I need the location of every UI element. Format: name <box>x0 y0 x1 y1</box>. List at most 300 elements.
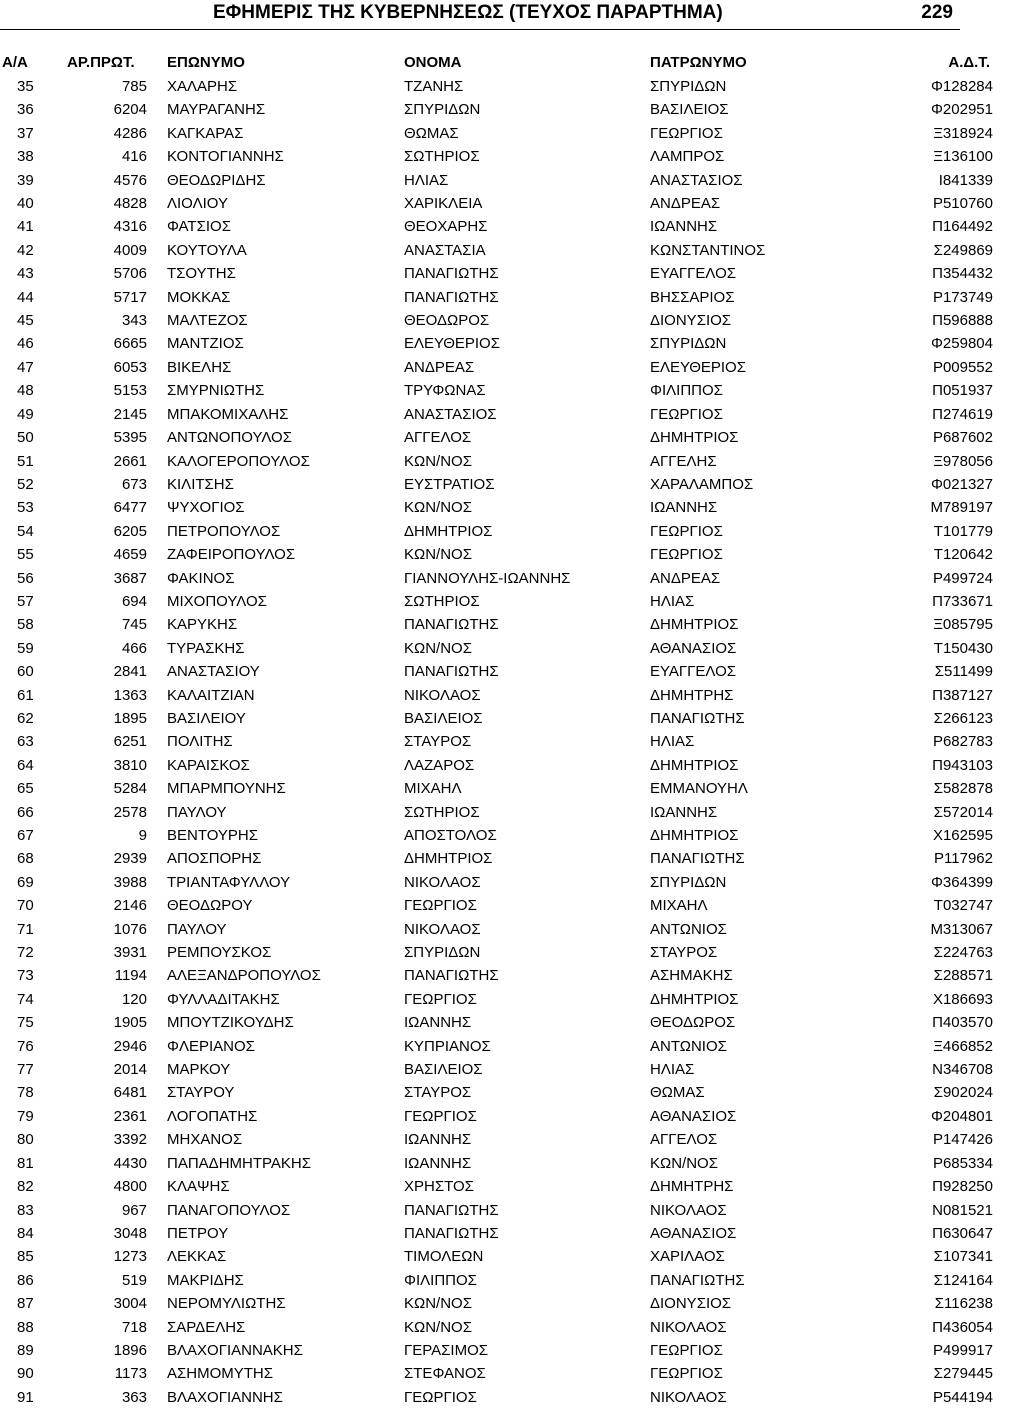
cell-father-name: ΕΥΑΓΓΕΛΟΣ <box>650 265 737 283</box>
cell-protocol-number: 1076 <box>113 920 147 938</box>
cell-surname: ΒΑΣΙΛΕΙΟΥ <box>167 709 246 727</box>
cell-id-number: Φ021327 <box>930 475 993 493</box>
cell-serial: 45 <box>17 312 34 330</box>
cell-id-number: Ξ978056 <box>933 452 993 470</box>
cell-father-name: ΑΓΓΕΛΗΣ <box>650 452 717 470</box>
cell-surname: ΠΑΥΛΟΥ <box>167 920 227 938</box>
cell-serial: 58 <box>17 616 34 634</box>
table-row <box>0 75 1010 98</box>
cell-father-name: ΝΙΚΟΛΑΟΣ <box>650 1201 727 1219</box>
table-row <box>0 262 1010 285</box>
cell-surname: ΜΟΚΚΑΣ <box>167 288 231 306</box>
cell-surname: ΣΑΡΔΕΛΗΣ <box>167 1318 246 1336</box>
cell-serial: 49 <box>17 405 34 423</box>
cell-father-name: ΔΗΜΗΤΡΙΟΣ <box>650 616 739 634</box>
cell-protocol-number: 519 <box>121 1271 147 1289</box>
cell-id-number: Π354432 <box>932 265 993 283</box>
cell-first-name: ΙΩΑΝΝΗΣ <box>404 1154 472 1172</box>
cell-id-number: Ρ510760 <box>932 195 993 213</box>
cell-id-number: Π051937 <box>932 382 993 400</box>
cell-id-number: Ξ466852 <box>933 1037 993 1055</box>
cell-first-name: ΑΠΟΣΤΟΛΟΣ <box>404 827 497 844</box>
cell-id-number: Ξ318924 <box>933 124 993 142</box>
cell-serial: 47 <box>17 358 34 376</box>
cell-first-name: ΠΑΝΑΓΙΩΤΗΣ <box>404 1201 499 1219</box>
cell-serial: 68 <box>17 850 34 868</box>
cell-father-name: ΔΗΜΗΤΡΙΟΣ <box>650 756 739 774</box>
table-row <box>0 1339 1010 1362</box>
table-row <box>0 567 1010 590</box>
cell-id-number: Χ162595 <box>932 827 993 844</box>
table-row <box>0 1035 1010 1058</box>
cell-id-number: Π596888 <box>932 312 993 330</box>
cell-id-number: Ρ687602 <box>932 429 993 447</box>
cell-father-name: ΛΑΜΠΡΟΣ <box>650 148 725 166</box>
cell-father-name: ΗΛΙΑΣ <box>650 1061 695 1079</box>
cell-father-name: ΒΗΣΣΑΡΙΟΣ <box>650 288 735 306</box>
cell-protocol-number: 343 <box>121 312 147 330</box>
cell-surname: ΒΛΑΧΟΓΙΑΝΝΗΣ <box>167 1388 283 1406</box>
cell-id-number: Σ266123 <box>933 709 993 727</box>
cell-surname: ΚΑΓΚΑΡΑΣ <box>167 124 244 142</box>
cell-father-name: ΕΥΑΓΓΕΛΟΣ <box>650 663 737 681</box>
cell-serial: 74 <box>17 990 34 1008</box>
cell-id-number: Φ364399 <box>930 873 993 891</box>
cell-surname: ΒΙΚΕΛΗΣ <box>167 358 232 376</box>
cell-protocol-number: 5706 <box>113 265 147 283</box>
cell-father-name: ΑΓΓΕΛΟΣ <box>650 1131 718 1149</box>
cell-first-name: ΦΙΛΙΠΠΟΣ <box>404 1271 477 1289</box>
cell-id-number: Ρ147426 <box>932 1131 993 1149</box>
cell-father-name: ΑΝΤΩΝΙΟΣ <box>650 920 727 938</box>
cell-id-number: Ρ685334 <box>932 1154 993 1172</box>
cell-id-number: Π164492 <box>932 218 993 236</box>
cell-protocol-number: 363 <box>121 1388 147 1406</box>
cell-surname: ΜΠΑΚΟΜΙΧΑΛΗΣ <box>167 405 289 423</box>
cell-first-name: ΠΑΝΑΓΙΩΤΗΣ <box>404 1224 499 1242</box>
cell-serial: 50 <box>17 429 34 447</box>
cell-first-name: ΣΤΑΥΡΟΣ <box>404 1084 472 1102</box>
table-row <box>0 1105 1010 1128</box>
cell-surname: ΦΑΚΙΝΟΣ <box>167 569 235 587</box>
cell-serial: 44 <box>17 288 34 306</box>
cell-first-name: ΣΤΑΥΡΟΣ <box>404 733 472 751</box>
table-row <box>0 754 1010 777</box>
cell-serial: 42 <box>17 241 34 259</box>
cell-id-number: Σ572014 <box>933 803 993 821</box>
cell-protocol-number: 2661 <box>113 452 147 470</box>
cell-surname: ΒΛΑΧΟΓΙΑΝΝΑΚΗΣ <box>167 1341 303 1359</box>
cell-father-name: ΑΝΔΡΕΑΣ <box>650 569 721 587</box>
cell-father-name: ΑΘΑΝΑΣΙΟΣ <box>650 639 737 657</box>
cell-surname: ΛΙΟΛΙΟΥ <box>167 195 228 213</box>
cell-protocol-number: 2146 <box>113 897 147 915</box>
cell-id-number: Τ120642 <box>933 546 993 564</box>
cell-protocol-number: 3004 <box>113 1295 147 1313</box>
cell-protocol-number: 6204 <box>113 101 147 119</box>
cell-serial: 91 <box>17 1388 34 1406</box>
cell-protocol-number: 4286 <box>113 124 147 142</box>
cell-surname: ΜΑΝΤΖΙΟΣ <box>167 335 244 353</box>
table-body <box>0 75 1010 1409</box>
cell-father-name: ΚΩΝΣΤΑΝΤΙΝΟΣ <box>650 241 766 259</box>
cell-first-name: ΠΑΝΑΓΙΩΤΗΣ <box>404 265 499 283</box>
cell-first-name: ΣΠΥΡΙΔΩΝ <box>404 944 481 962</box>
cell-id-number: Ν081521 <box>932 1201 993 1219</box>
cell-protocol-number: 466 <box>121 639 147 657</box>
table-row <box>0 1011 1010 1034</box>
cell-first-name: ΠΑΝΑΓΙΩΤΗΣ <box>404 288 499 306</box>
cell-protocol-number: 2578 <box>113 803 147 821</box>
cell-father-name: ΧΑΡΑΛΑΜΠΟΣ <box>650 475 754 493</box>
cell-id-number: Σ511499 <box>934 663 993 681</box>
table-row <box>0 192 1010 215</box>
cell-first-name: ΣΩΤΗΡΙΟΣ <box>404 148 480 166</box>
cell-id-number: Ρ682783 <box>932 733 993 751</box>
cell-surname: ΚΑΛΑΙΤΖΙΑΝ <box>167 686 255 704</box>
column-header-first-name: ΟΝΟΜΑ <box>404 54 462 71</box>
cell-first-name: ΘΕΟΧΑΡΗΣ <box>404 218 488 236</box>
column-header-id-number: Α.Δ.Τ. <box>948 54 990 71</box>
cell-protocol-number: 1363 <box>113 686 147 704</box>
cell-id-number: Π928250 <box>932 1178 993 1196</box>
cell-first-name: ΒΑΣΙΛΕΙΟΣ <box>404 709 483 727</box>
cell-serial: 75 <box>17 1014 34 1032</box>
cell-surname: ΘΕΟΔΩΡΟΥ <box>167 897 253 915</box>
cell-id-number: Σ249869 <box>933 241 993 259</box>
cell-first-name: ΧΡΗΣΤΟΣ <box>404 1178 474 1196</box>
cell-serial: 84 <box>17 1224 34 1242</box>
cell-id-number: Π387127 <box>932 686 993 704</box>
cell-first-name: ΑΝΑΣΤΑΣΙΑ <box>404 241 486 259</box>
cell-protocol-number: 1273 <box>113 1248 147 1266</box>
cell-surname: ΡΕΜΠΟΥΣΚΟΣ <box>167 944 272 962</box>
cell-father-name: ΒΑΣΙΛΕΙΟΣ <box>650 101 729 119</box>
cell-surname: ΧΑΛΑΡΗΣ <box>167 78 238 95</box>
cell-first-name: ΑΓΓΕΛΟΣ <box>404 429 472 447</box>
cell-first-name: ΓΕΩΡΓΙΟΣ <box>404 897 477 915</box>
cell-serial: 71 <box>17 920 34 938</box>
cell-serial: 38 <box>17 148 34 166</box>
cell-protocol-number: 3048 <box>113 1224 147 1242</box>
table-row <box>0 1152 1010 1175</box>
cell-father-name: ΑΝΔΡΕΑΣ <box>650 195 721 213</box>
cell-surname: ΑΝΤΩΝΟΠΟΥΛΟΣ <box>167 429 292 447</box>
table-row <box>0 707 1010 730</box>
table-row <box>0 1245 1010 1268</box>
column-header-serial: Α/Α <box>2 54 28 71</box>
cell-serial: 70 <box>17 897 34 915</box>
table-row <box>0 426 1010 449</box>
table-row <box>0 1222 1010 1245</box>
cell-surname: ΑΣΗΜΟΜΥΤΗΣ <box>167 1365 274 1383</box>
cell-serial: 66 <box>17 803 34 821</box>
cell-protocol-number: 5153 <box>113 382 147 400</box>
cell-protocol-number: 5395 <box>113 429 147 447</box>
cell-surname: ΚΟΝΤΟΓΙΑΝΝΗΣ <box>167 148 284 166</box>
cell-father-name: ΗΛΙΑΣ <box>650 592 695 610</box>
table-row <box>0 730 1010 753</box>
cell-id-number: Φ259804 <box>930 335 993 353</box>
cell-father-name: ΠΑΝΑΓΙΩΤΗΣ <box>650 1271 745 1289</box>
cell-first-name: ΚΩΝ/ΝΟΣ <box>404 452 472 470</box>
cell-id-number: Τ150430 <box>933 639 993 657</box>
cell-surname: ΜΑΚΡΙΔΗΣ <box>167 1271 244 1289</box>
cell-id-number: Ρ499917 <box>932 1341 993 1359</box>
cell-father-name: ΑΝΑΣΤΑΣΙΟΣ <box>650 171 743 189</box>
cell-protocol-number: 718 <box>121 1318 147 1336</box>
cell-first-name: ΒΑΣΙΛΕΙΟΣ <box>404 1061 483 1079</box>
cell-protocol-number: 6481 <box>113 1084 147 1102</box>
cell-protocol-number: 3687 <box>113 569 147 587</box>
cell-protocol-number: 6205 <box>113 522 147 540</box>
cell-first-name: ΠΑΝΑΓΙΩΤΗΣ <box>404 663 499 681</box>
cell-first-name: ΘΩΜΑΣ <box>404 124 459 142</box>
cell-father-name: ΠΑΝΑΓΙΩΤΗΣ <box>650 709 745 727</box>
cell-id-number: Φ128284 <box>930 78 993 95</box>
cell-protocol-number: 3392 <box>113 1131 147 1149</box>
cell-serial: 72 <box>17 944 34 962</box>
cell-surname: ΑΝΑΣΤΑΣΙΟΥ <box>167 663 260 681</box>
cell-protocol-number: 6251 <box>113 733 147 751</box>
cell-serial: 63 <box>17 733 34 751</box>
cell-id-number: Ξ136100 <box>933 148 993 166</box>
cell-protocol-number: 5284 <box>113 780 147 798</box>
table-row <box>0 122 1010 145</box>
cell-id-number: Ν346708 <box>932 1061 993 1079</box>
cell-id-number: Ρ544194 <box>932 1388 993 1406</box>
cell-id-number: Ξ085795 <box>933 616 993 634</box>
cell-first-name: ΣΤΕΦΑΝΟΣ <box>404 1365 486 1383</box>
cell-first-name: ΚΥΠΡΙΑΝΟΣ <box>404 1037 491 1055</box>
cell-serial: 85 <box>17 1248 34 1266</box>
cell-surname: ΜΑΡΚΟΥ <box>167 1061 231 1079</box>
page-number: 229 <box>921 2 953 23</box>
cell-protocol-number: 1896 <box>113 1341 147 1359</box>
cell-father-name: ΣΠΥΡΙΔΩΝ <box>650 335 727 353</box>
cell-id-number: Σ582878 <box>933 780 993 798</box>
cell-protocol-number: 1194 <box>114 967 147 985</box>
table-row <box>0 145 1010 168</box>
cell-serial: 61 <box>17 686 34 704</box>
cell-id-number: Μ789197 <box>930 499 993 517</box>
cell-id-number: Χ186693 <box>932 990 993 1008</box>
cell-id-number: Σ124164 <box>933 1271 993 1289</box>
column-header-father-name: ΠΑΤΡΩΝΥΜΟ <box>650 54 747 71</box>
cell-id-number: Π436054 <box>932 1318 993 1336</box>
table-row <box>0 496 1010 519</box>
cell-protocol-number: 1173 <box>114 1365 147 1383</box>
cell-father-name: ΙΩΑΝΝΗΣ <box>650 803 718 821</box>
cell-father-name: ΗΛΙΑΣ <box>650 733 695 751</box>
cell-first-name: ΓΕΩΡΓΙΟΣ <box>404 1107 477 1125</box>
cell-father-name: ΣΠΥΡΙΔΩΝ <box>650 78 727 95</box>
cell-protocol-number: 3988 <box>113 873 147 891</box>
cell-surname: ΜΠΑΡΜΠΟΥΝΗΣ <box>167 780 286 798</box>
table-row <box>0 403 1010 426</box>
cell-surname: ΝΕΡΟΜΥΛΙΩΤΗΣ <box>167 1295 286 1313</box>
cell-father-name: ΔΗΜΗΤΡΙΟΣ <box>650 429 739 447</box>
cell-father-name: ΙΩΑΝΝΗΣ <box>650 218 718 236</box>
cell-father-name: ΓΕΩΡΓΙΟΣ <box>650 522 723 540</box>
cell-surname: ΚΙΛΙΤΣΗΣ <box>167 475 234 493</box>
cell-protocol-number: 4828 <box>113 195 147 213</box>
cell-father-name: ΔΗΜΗΤΡΙΟΣ <box>650 990 739 1008</box>
cell-first-name: ΣΠΥΡΙΔΩΝ <box>404 101 481 119</box>
cell-father-name: ΑΣΗΜΑΚΗΣ <box>650 967 733 985</box>
table-row <box>0 473 1010 496</box>
cell-id-number: Π630647 <box>932 1224 993 1242</box>
cell-surname: ΛΟΓΟΠΑΤΗΣ <box>167 1107 258 1125</box>
cell-serial: 79 <box>17 1107 34 1125</box>
cell-id-number: Σ116238 <box>934 1295 993 1313</box>
table-row <box>0 215 1010 238</box>
cell-surname: ΠΕΤΡΟΥ <box>167 1224 229 1242</box>
cell-surname: ΠΑΥΛΟΥ <box>167 803 227 821</box>
cell-father-name: ΦΙΛΙΠΠΟΣ <box>650 382 723 400</box>
table-header <box>0 51 1010 75</box>
table-row <box>0 169 1010 192</box>
cell-first-name: ΚΩΝ/ΝΟΣ <box>404 639 472 657</box>
cell-id-number: Π403570 <box>932 1014 993 1032</box>
cell-father-name: ΓΕΩΡΓΙΟΣ <box>650 405 723 423</box>
table-row <box>0 684 1010 707</box>
cell-serial: 62 <box>17 709 34 727</box>
cell-serial: 53 <box>17 499 34 517</box>
cell-protocol-number: 4800 <box>113 1178 147 1196</box>
cell-surname: ΤΡΙΑΝΤΑΦΥΛΛΟΥ <box>167 873 291 891</box>
table-row <box>0 332 1010 355</box>
cell-first-name: ΗΛΙΑΣ <box>404 171 449 189</box>
cell-father-name: ΧΑΡΙΛΑΟΣ <box>650 1248 725 1266</box>
cell-protocol-number: 2014 <box>113 1061 147 1079</box>
table-header-row <box>0 51 1010 75</box>
table-row <box>0 450 1010 473</box>
table-row <box>0 847 1010 870</box>
cell-serial: 90 <box>17 1365 34 1383</box>
table-row <box>0 1081 1010 1104</box>
cell-protocol-number: 745 <box>121 616 147 634</box>
cell-first-name: ΔΗΜΗΤΡΙΟΣ <box>404 522 493 540</box>
cell-id-number: Τ101779 <box>933 522 993 540</box>
cell-father-name: ΑΝΤΩΝΙΟΣ <box>650 1037 727 1055</box>
cell-protocol-number: 4009 <box>113 241 147 259</box>
cell-first-name: ΚΩΝ/ΝΟΣ <box>404 499 472 517</box>
table-row <box>0 1386 1010 1409</box>
cell-surname: ΦΥΛΛΑΔΙΤΑΚΗΣ <box>167 990 280 1008</box>
cell-surname: ΠΟΛΙΤΗΣ <box>167 733 233 751</box>
header-divider <box>0 29 960 30</box>
table-row <box>0 1128 1010 1151</box>
cell-surname: ΜΑΥΡΑΓΑΝΗΣ <box>167 101 266 119</box>
cell-surname: ΣΜΥΡΝΙΩΤΗΣ <box>167 382 265 400</box>
cell-father-name: ΝΙΚΟΛΑΟΣ <box>650 1318 727 1336</box>
cell-surname: ΚΑΛΟΓΕΡΟΠΟΥΛΟΣ <box>167 452 310 470</box>
cell-serial: 65 <box>17 780 34 798</box>
table-row <box>0 543 1010 566</box>
cell-id-number: Μ313067 <box>930 920 993 938</box>
cell-surname: ΠΕΤΡΟΠΟΥΛΟΣ <box>167 522 281 540</box>
gazette-title: ΕΦΗΜΕΡΙΣ ΤΗΣ ΚΥΒΕΡΝΗΣΕΩΣ (ΤΕΥΧΟΣ ΠΑΡΑΡΤΗΜΑ) <box>213 2 723 23</box>
cell-protocol-number: 1905 <box>113 1014 147 1032</box>
cell-serial: 82 <box>17 1178 34 1196</box>
table-row <box>0 239 1010 262</box>
cell-surname: ΨΥΧΟΓΙΟΣ <box>167 499 245 517</box>
cell-id-number: Σ279445 <box>933 1365 993 1383</box>
cell-father-name: ΘΩΜΑΣ <box>650 1084 705 1102</box>
cell-surname: ΤΣΟΥΤΗΣ <box>167 265 236 283</box>
cell-id-number: Φ202951 <box>930 101 993 119</box>
cell-father-name: ΓΕΩΡΓΙΟΣ <box>650 1341 723 1359</box>
cell-surname: ΤΥΡΑΣΚΗΣ <box>167 639 245 657</box>
cell-serial: 60 <box>17 663 34 681</box>
cell-id-number: Φ204801 <box>930 1107 993 1125</box>
table-row <box>0 894 1010 917</box>
cell-father-name: ΓΕΩΡΓΙΟΣ <box>650 546 723 564</box>
table-row <box>0 613 1010 636</box>
cell-serial: 56 <box>17 569 34 587</box>
table-row <box>0 590 1010 613</box>
cell-first-name: ΑΝΑΣΤΑΣΙΟΣ <box>404 405 497 423</box>
cell-first-name: ΚΩΝ/ΝΟΣ <box>404 1295 472 1313</box>
cell-surname: ΑΠΟΣΠΟΡΗΣ <box>167 850 262 868</box>
cell-surname: ΒΕΝΤΟΥΡΗΣ <box>167 827 259 844</box>
cell-father-name: ΠΑΝΑΓΙΩΤΗΣ <box>650 850 745 868</box>
cell-protocol-number: 673 <box>121 475 147 493</box>
cell-first-name: ΕΥΣΤΡΑΤΙΟΣ <box>404 475 495 493</box>
cell-serial: 54 <box>17 522 34 540</box>
cell-serial: 69 <box>17 873 34 891</box>
cell-serial: 37 <box>17 124 34 142</box>
cell-id-number: Ρ117962 <box>934 850 993 868</box>
cell-serial: 43 <box>17 265 34 283</box>
cell-surname: ΠΑΠΑΔΗΜΗΤΡΑΚΗΣ <box>167 1154 312 1172</box>
cell-protocol-number: 1895 <box>113 709 147 727</box>
cell-father-name: ΘΕΟΔΩΡΟΣ <box>650 1014 736 1032</box>
cell-first-name: ΜΙΧΑΗΛ <box>404 780 462 798</box>
registry-table <box>0 51 1010 1409</box>
cell-first-name: ΣΩΤΗΡΙΟΣ <box>404 592 480 610</box>
cell-id-number: Σ902024 <box>933 1084 993 1102</box>
table-row <box>0 918 1010 941</box>
table-row <box>0 941 1010 964</box>
cell-surname: ΜΗΧΑΝΟΣ <box>167 1131 243 1149</box>
cell-protocol-number: 2841 <box>113 663 147 681</box>
cell-protocol-number: 2946 <box>113 1037 147 1055</box>
cell-protocol-number: 2361 <box>113 1107 147 1125</box>
cell-first-name: ΛΑΖΑΡΟΣ <box>404 756 475 774</box>
table-row <box>0 379 1010 402</box>
cell-serial: 46 <box>17 335 34 353</box>
table-row <box>0 964 1010 987</box>
cell-serial: 81 <box>17 1154 34 1172</box>
cell-protocol-number: 6477 <box>113 499 147 517</box>
cell-serial: 87 <box>17 1295 34 1313</box>
cell-surname: ΚΑΡΑΙΣΚΟΣ <box>167 756 250 774</box>
table-row <box>0 1058 1010 1081</box>
cell-serial: 64 <box>17 756 34 774</box>
cell-first-name: ΤΖΑΝΗΣ <box>404 78 464 95</box>
cell-serial: 41 <box>17 218 34 236</box>
table-row <box>0 777 1010 800</box>
cell-serial: 80 <box>17 1131 34 1149</box>
cell-first-name: ΚΩΝ/ΝΟΣ <box>404 546 472 564</box>
cell-protocol-number: 6665 <box>113 335 147 353</box>
cell-father-name: ΔΙΟΝΥΣΙΟΣ <box>650 1295 732 1313</box>
cell-father-name: ΣΠΥΡΙΔΩΝ <box>650 873 727 891</box>
cell-father-name: ΓΕΩΡΓΙΟΣ <box>650 124 723 142</box>
cell-father-name: ΚΩΝ/ΝΟΣ <box>650 1154 718 1172</box>
